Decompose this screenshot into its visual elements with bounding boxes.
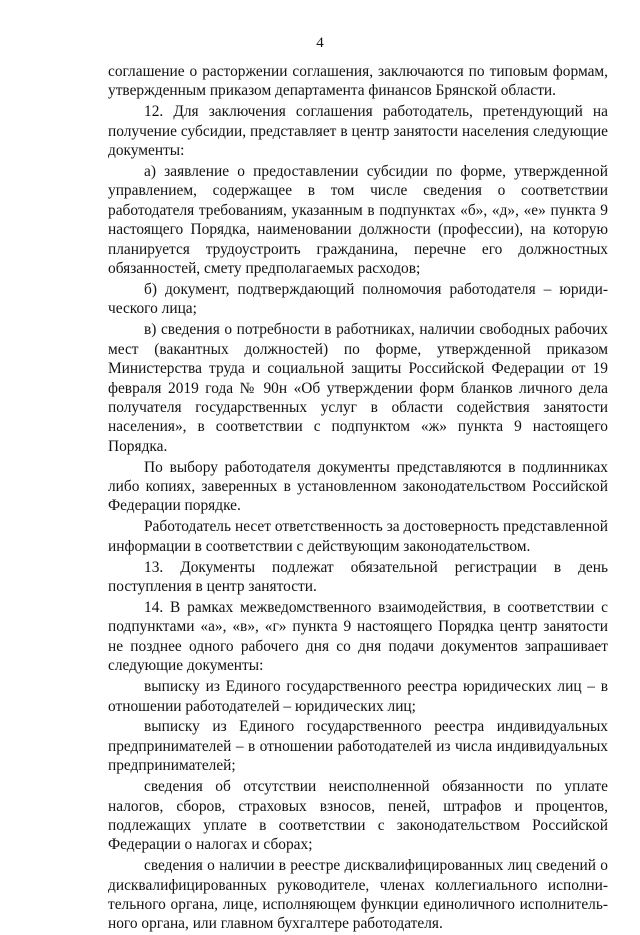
paragraph-subitem-v: в) сведения о потребности в работниках, наличии свободных рабочих мест (вакантных должностей) по форме, утвержденной приказом Министерства труда и социальной защиты Российской Федерации от 19 февраля 2019 года № 90н «Об утверждении форм бланков личного дела получателя государственных услуг в области содействия занятости населения», в соответствии с подпунктом «ж» пункта 9 настоящего Порядка.	[108, 321, 608, 455]
paragraph-item-12: 12. Для заключения соглашения работодатель, претендующий на получение субсидии, представляет в центр занятости населения следующие документы:	[108, 103, 608, 160]
paragraph-egrul-extract: выписку из Единого государственного реестра юридических лиц – в отношении работодателей – юридических лиц;	[108, 678, 608, 715]
paragraph-item-14: 14. В рамках межведомственного взаимодействия, в соответствии с подпунктами «а», «в», «г» пункта 9 настоящего Порядка центр занятости не позднее одного рабочего дня со дня подачи документов запрашивает следующие документы:	[108, 598, 608, 675]
paragraph-tax-info: сведения об отсутствии неисполненной обязанности по уплате налогов, сборов, страховых взносов, пеней, штрафов и процентов, подлежащих уплате в соответствии с законодательством Российской Федерации о налогах и сборах;	[108, 778, 608, 854]
paragraph-egrip-extract: выписку из Единого государственного реестра индивидуальных предпринимателей – в отношении работодателей из числа индивидуальных предпринимателей;	[108, 718, 608, 775]
paragraph-disqualified-registry: сведения о наличии в реестре дисквалифицированных лиц сведений о дисквалифицированных руководителе, членах коллегиального исполнительного органа, лице, исполняющем функции единоличного исполнительного органа, или главном бухгалтере работодателя.	[108, 857, 608, 933]
paragraph-employer-responsibility: Работодатель несет ответственность за достоверность представленной информации в соответствии с действующим законодательством.	[108, 518, 608, 555]
paragraph-subitem-a: а) заявление о предоставлении субсидии по форме, утвержденной управлением, содержащее в том числе сведения о соответствии работодателя требованиям, указанным в подпунктах «б», «д», «е» пункта 9 настоящего Порядка, наименовании должности (профессии), на которую планируется трудоустроить гражданина, перечне его должностных обязанностей, смету предполагаемых расходов;	[108, 163, 608, 278]
paragraph-documents-choice: По выбору работодателя документы представляются в подлинниках либо копиях, заверенных в установленном законодательством Российской Федерации порядке.	[108, 458, 608, 515]
paragraph-subitem-b: б) документ, подтверждающий полномочия работодателя – юридического лица;	[108, 280, 608, 318]
paragraph-item-13: 13. Документы подлежат обязательной регистрации в день поступления в центр занятости.	[108, 558, 608, 596]
paragraph-continuation: соглашение о расторжении соглашения, заключаются по типовым формам, утвержденным приказом департамента финансов Брянской области.	[108, 63, 608, 100]
document-body	[108, 62, 608, 935]
page-number: 4	[316, 35, 324, 51]
